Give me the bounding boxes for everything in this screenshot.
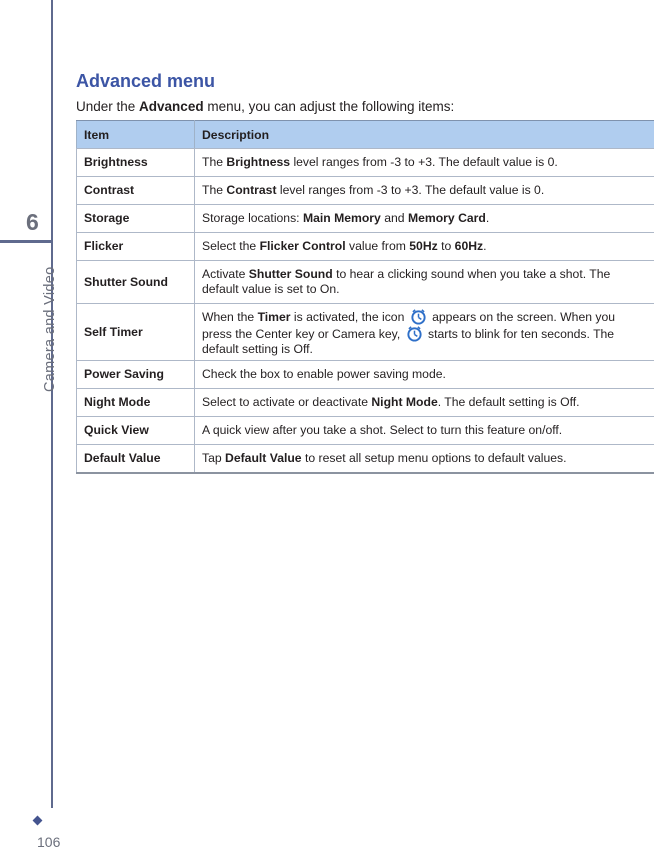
- chapter-number: 6: [26, 209, 39, 236]
- header-item: Item: [77, 121, 195, 149]
- description-cell: Tap Default Value to reset all setup menu options to default values.: [195, 445, 654, 474]
- settings-table: [76, 120, 654, 474]
- description-cell: When the Timer is activated, the icon appears on the screen. When you press the Center key or Camera key, starts to blink for ten seconds. The default setting is Off.: [195, 304, 654, 361]
- table-row: [77, 389, 654, 417]
- page-diamond-icon: [33, 816, 43, 826]
- description-cell: Select the Flicker Control value from 50Hz to 60Hz.: [195, 233, 654, 261]
- table-row: [77, 149, 654, 177]
- header-description: Description: [195, 121, 654, 149]
- chapter-title: Camera and Video: [42, 267, 58, 392]
- table-row: [77, 205, 654, 233]
- item-cell: Power Saving: [77, 361, 195, 389]
- description-cell: Activate Shutter Sound to hear a clicking sound when you take a shot. The default value is set to On.: [195, 261, 654, 304]
- description-cell: The Brightness level ranges from -3 to +3. The default value is 0.: [195, 149, 654, 177]
- table-row: [77, 361, 654, 389]
- table-row: [77, 417, 654, 445]
- description-cell: Check the box to enable power saving mode.: [195, 361, 654, 389]
- self-timer-icon: [406, 325, 423, 342]
- table-row: [77, 177, 654, 205]
- table-row: [77, 304, 654, 361]
- description-cell: The Contrast level ranges from -3 to +3. The default value is 0.: [195, 177, 654, 205]
- item-cell: Night Mode: [77, 389, 195, 417]
- intro-text: Under the Advanced menu, you can adjust the following items:: [76, 99, 454, 114]
- item-cell: Storage: [77, 205, 195, 233]
- item-cell: Contrast: [77, 177, 195, 205]
- description-cell: Select to activate or deactivate Night Mode. The default setting is Off.: [195, 389, 654, 417]
- item-cell: Shutter Sound: [77, 261, 195, 304]
- table-row: [77, 261, 654, 304]
- item-cell: Quick View: [77, 417, 195, 445]
- item-cell: Brightness: [77, 149, 195, 177]
- table-row: [77, 445, 654, 474]
- sidebar-line: [51, 0, 53, 808]
- item-cell: Self Timer: [77, 304, 195, 361]
- item-cell: Default Value: [77, 445, 195, 474]
- page-number: 106: [37, 834, 60, 850]
- chapter-marker: [0, 240, 53, 243]
- description-cell: Storage locations: Main Memory and Memory Card.: [195, 205, 654, 233]
- description-cell: A quick view after you take a shot. Select to turn this feature on/off.: [195, 417, 654, 445]
- section-heading: Advanced menu: [76, 71, 215, 92]
- table-row: [77, 233, 654, 261]
- self-timer-icon: [410, 308, 427, 325]
- item-cell: Flicker: [77, 233, 195, 261]
- table-header-row: [77, 121, 654, 149]
